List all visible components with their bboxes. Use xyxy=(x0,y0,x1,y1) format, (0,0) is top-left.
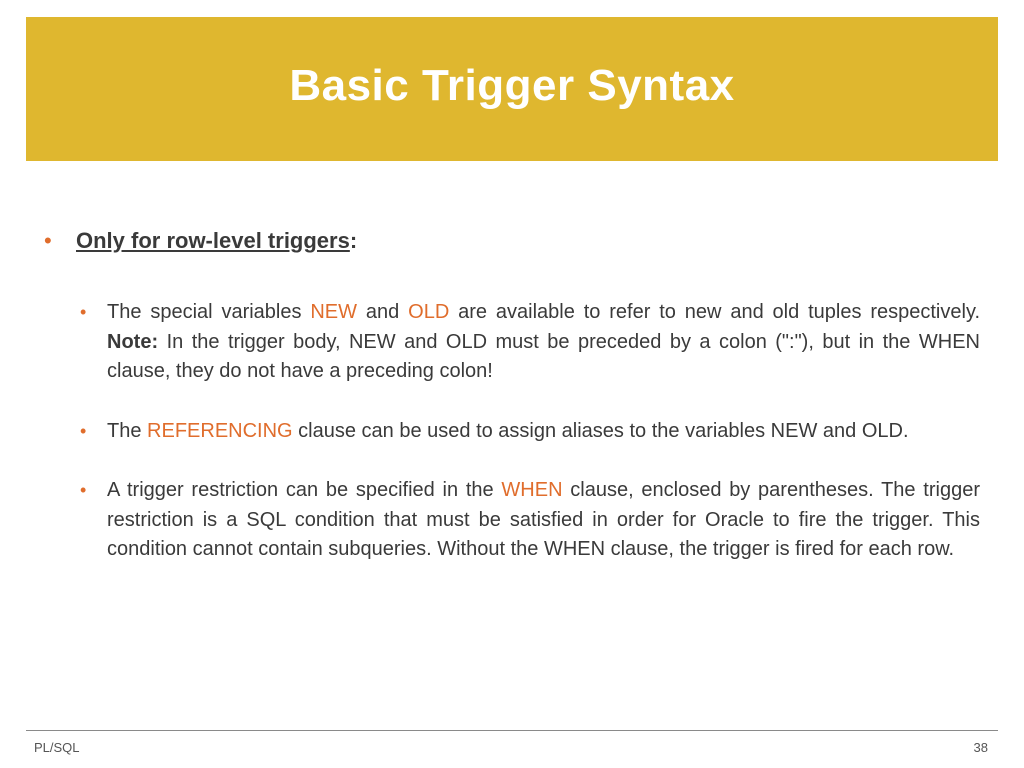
slide-title: Basic Trigger Syntax xyxy=(289,61,735,110)
bullet-icon: • xyxy=(80,480,87,500)
sub-bullet-referencing xyxy=(44,417,980,447)
keyword-old: OLD xyxy=(408,301,450,323)
keyword-when: WHEN xyxy=(501,479,563,501)
bullet-text: and xyxy=(357,301,409,323)
keyword-referencing: REFERENCING xyxy=(147,419,293,442)
heading-bullet xyxy=(44,222,980,260)
bullet-icon: • xyxy=(80,302,87,322)
note-label: Note: xyxy=(107,330,159,353)
keyword-new: NEW xyxy=(310,301,358,323)
sub-bullet-list xyxy=(44,298,980,565)
footer-divider xyxy=(26,730,998,731)
footer-course-label: PL/SQL xyxy=(34,740,80,755)
bullet-text: The special variables xyxy=(107,301,311,323)
bullet-text: In the trigger body, NEW and OLD must be preceded by a colon (":"), but in the WHEN clause, they do not have a preceding colon! xyxy=(107,330,980,382)
bullet-icon: • xyxy=(44,228,52,253)
bullet-text: are available to refer to new and old tuples respectively. xyxy=(449,301,981,323)
sub-bullet-new-old xyxy=(44,298,980,387)
title-band xyxy=(26,17,998,161)
bullet-text: clause, enclosed by parentheses. The trigger restriction is a SQL condition that must be satisfied in order for Oracle to fire the trigger. This condition cannot contain subqueries. Without the WHEN clause, the trigger is fired for each row. xyxy=(107,479,980,560)
sub-bullet-when xyxy=(44,476,980,565)
bullet-text: clause can be used to assign aliases to the variables NEW and OLD. xyxy=(292,419,909,442)
bullet-text: The xyxy=(107,419,148,442)
heading-colon: : xyxy=(349,228,358,253)
bullet-icon: • xyxy=(80,420,87,441)
bullet-text: A trigger restriction can be specified in the xyxy=(107,479,502,501)
section-heading: Only for row-level triggers xyxy=(76,228,350,253)
page-number: 38 xyxy=(973,740,988,755)
slide-content xyxy=(44,222,980,595)
